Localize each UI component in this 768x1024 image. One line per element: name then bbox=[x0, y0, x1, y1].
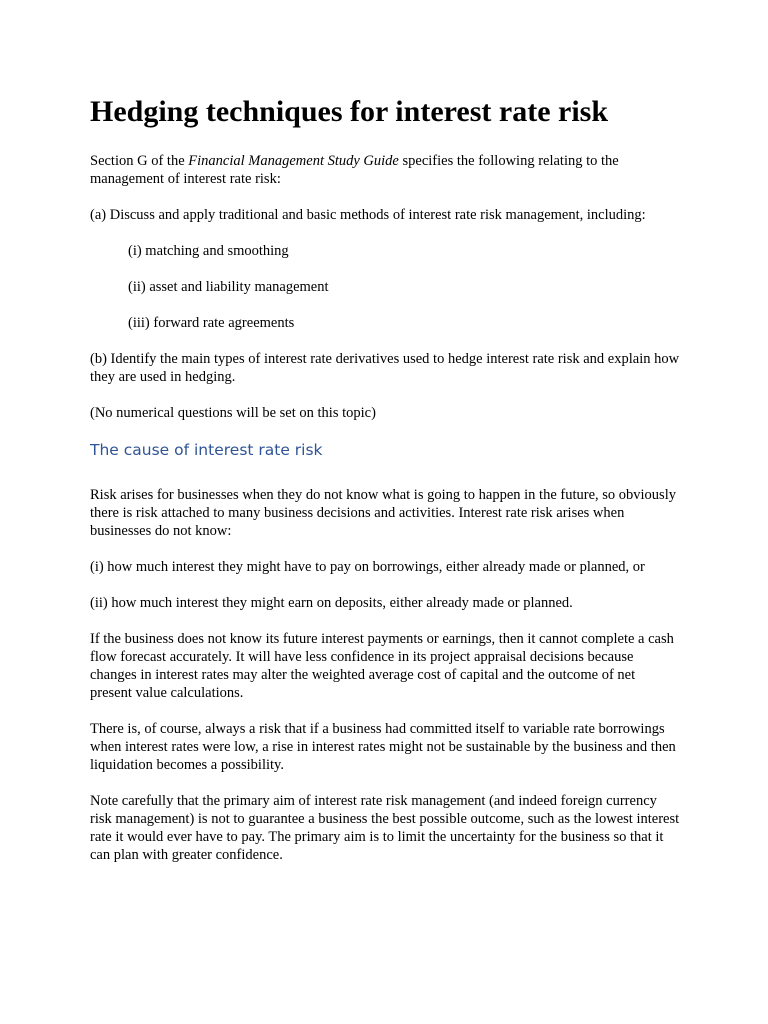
item-b: (b) Identify the main types of interest rate derivatives used to hedge interest rate risk and explain how they are used in hedging. bbox=[90, 351, 680, 385]
study-guide-title: Financial Management Study Guide bbox=[188, 153, 399, 169]
document-title: Hedging techniques for interest rate risk bbox=[90, 95, 609, 128]
document-page bbox=[90, 92, 680, 882]
item-a: (a) Discuss and apply traditional and basic methods of interest rate risk management, including: bbox=[90, 207, 646, 223]
body-paragraph: Note carefully that the primary aim of interest rate risk management (and indeed foreign currency risk management) is not to guarantee a business the best possible outcome, such as the lowest interest rate it would ever have to pay. The primary aim is to limit the uncertainty for the business so that it can plan with greater confidence. bbox=[90, 793, 680, 863]
body-paragraph: Risk arises for businesses when they do not know what is going to happen in the future, so obviously there is risk attached to many business decisions and activities. Interest rate risk arises when businesses do not know: bbox=[90, 487, 676, 539]
body-paragraph: (ii) how much interest they might earn on deposits, either already made or planned. bbox=[90, 595, 573, 611]
body-paragraph: If the business does not know its future interest payments or earnings, then it cannot complete a cash flow forecast accurately. It will have less confidence in its project appraisal decisions because changes in interest rates may alter the weighted average cost of capital and the outcome of net present value calculations. bbox=[90, 631, 674, 701]
intro-text-end: specifies the following relating to the management of interest rate risk: bbox=[90, 153, 619, 187]
sub-item-fra: (iii) forward rate agreements bbox=[128, 315, 295, 331]
intro-text-start: Section G of the bbox=[90, 153, 189, 169]
sub-item-matching: (i) matching and smoothing bbox=[128, 243, 289, 259]
section-heading: The cause of interest rate risk bbox=[90, 441, 323, 459]
body-paragraph: (i) how much interest they might have to pay on borrowings, either already made or planned, or bbox=[90, 559, 645, 575]
intro-paragraph bbox=[90, 152, 680, 188]
sub-item-asset-liability: (ii) asset and liability management bbox=[128, 279, 329, 295]
body-paragraph: There is, of course, always a risk that if a business had committed itself to variable rate borrowings when interest rates were low, a rise in interest rates might not be sustainable by the business and then liquidation becomes a possibility. bbox=[90, 721, 676, 773]
numerical-note: (No numerical questions will be set on this topic) bbox=[90, 405, 376, 421]
